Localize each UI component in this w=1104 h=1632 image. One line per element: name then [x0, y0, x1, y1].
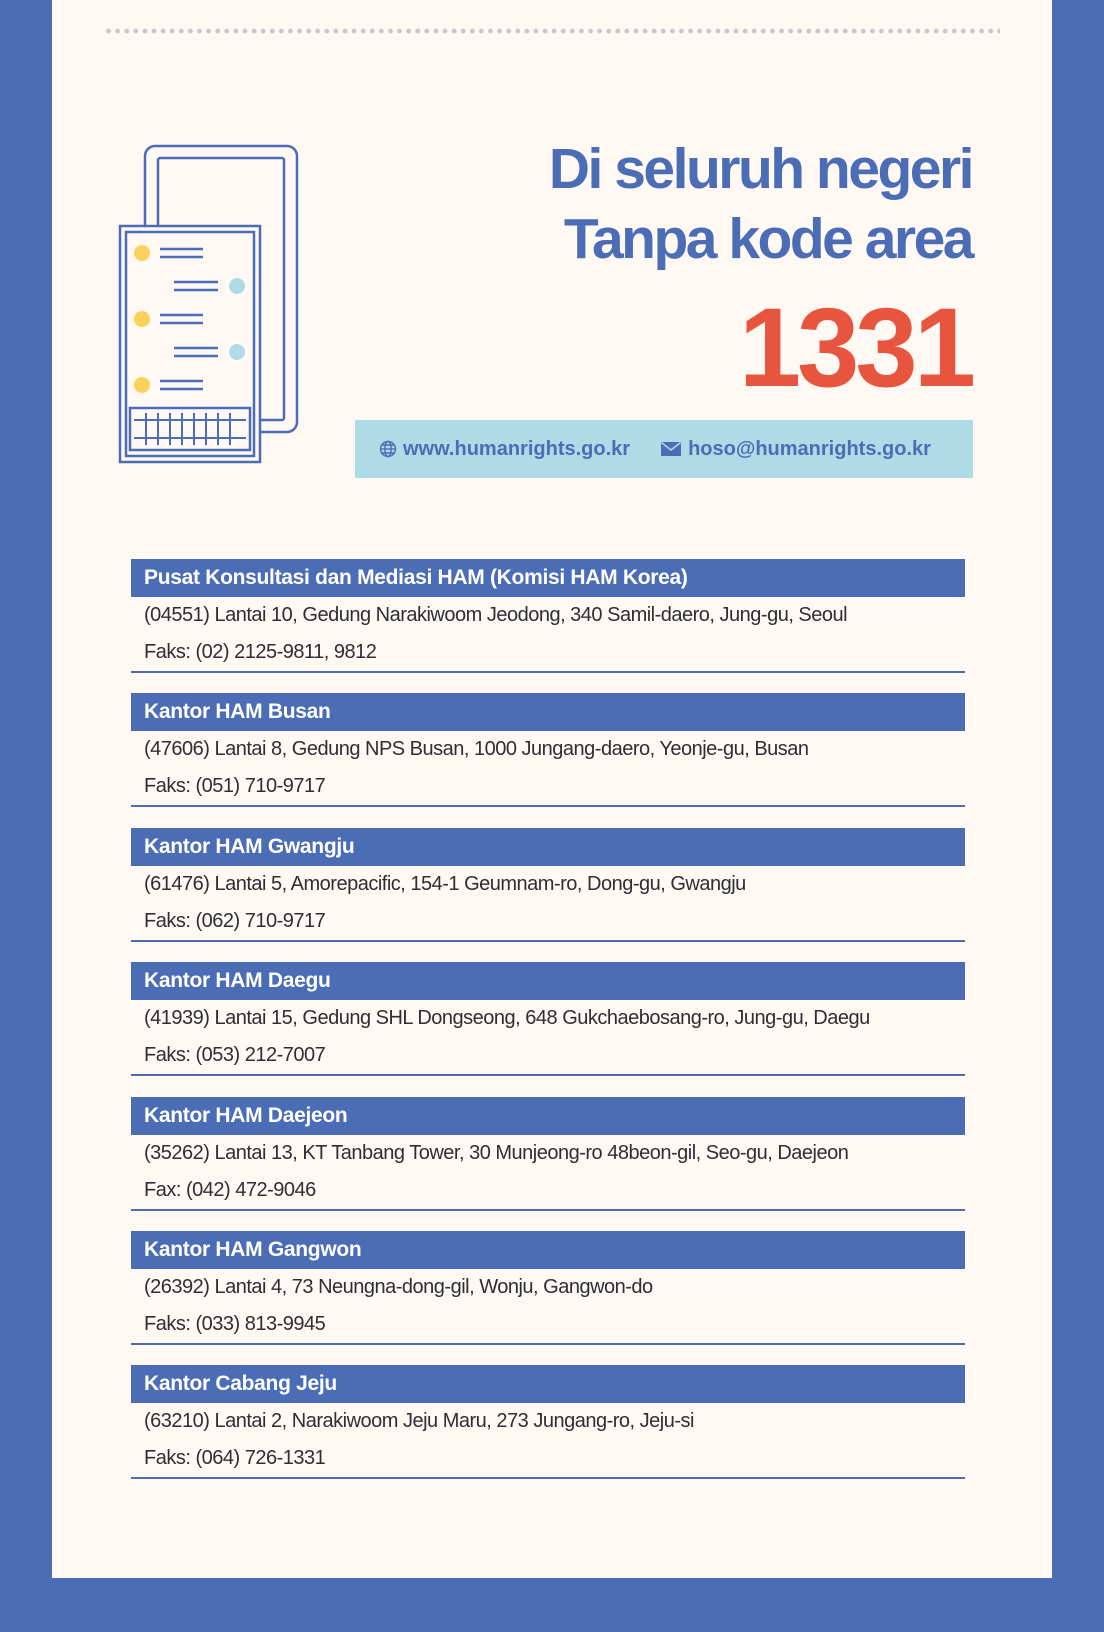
office-fax: Faks: (064) 726-1331 — [144, 1447, 326, 1470]
documents-illustration-icon — [118, 144, 300, 464]
headline — [549, 134, 972, 274]
office-divider — [131, 671, 965, 673]
office-divider — [131, 805, 965, 807]
office-name: Kantor HAM Gwangju — [131, 828, 965, 866]
envelope-icon — [660, 441, 682, 457]
office-divider — [131, 1477, 965, 1479]
office-fax: Faks: (02) 2125-9811, 9812 — [144, 641, 377, 663]
office-fax: Faks: (062) 710-9717 — [144, 909, 326, 932]
email-text: hoso@humanrights.go.kr — [688, 437, 931, 460]
office-name: Kantor HAM Daejeon — [131, 1097, 965, 1135]
office-name: Kantor HAM Gangwon — [131, 1231, 965, 1269]
office-divider — [131, 1074, 965, 1076]
office-name: Kantor HAM Busan — [131, 693, 965, 731]
office-address: (26392) Lantai 4, 73 Neungna-dong-gil, Wonju, Gangwon-do — [144, 1275, 653, 1298]
dotted-divider — [104, 28, 1000, 34]
website-link[interactable] — [379, 438, 630, 461]
office-name: Pusat Konsultasi dan Mediasi HAM (Komisi HAM Korea) — [131, 559, 965, 597]
office-divider — [131, 1209, 965, 1211]
office-address: (47606) Lantai 8, Gedung NPS Busan, 1000 Jungang-daero, Yeonje-gu, Busan — [144, 738, 809, 761]
office-item — [131, 1231, 965, 1365]
hotline-number: 1331 — [738, 285, 972, 410]
office-fax: Faks: (053) 212-7007 — [144, 1044, 326, 1067]
office-address: (63210) Lantai 2, Narakiwoom Jeju Maru, 273 Jungang-ro, Jeju-si — [144, 1410, 694, 1433]
office-item — [131, 962, 965, 1096]
email-link[interactable] — [660, 438, 931, 461]
website-text: www.humanrights.go.kr — [403, 437, 631, 460]
brochure-page — [52, 0, 1052, 1578]
office-item — [131, 828, 965, 962]
globe-icon — [379, 440, 397, 458]
headline-line-1: Di seluruh negeri — [548, 137, 972, 201]
office-address: (41939) Lantai 15, Gedung SHL Dongseong, 648 Gukchaebosang-ro, Jung-gu, Daegu — [144, 1007, 870, 1030]
contact-bar — [355, 420, 973, 478]
office-name: Kantor HAM Daegu — [131, 962, 965, 1000]
office-address: (61476) Lantai 5, Amorepacific, 154-1 Geumnam-ro, Dong-gu, Gwangju — [144, 872, 746, 895]
office-divider — [131, 940, 965, 942]
office-name: Kantor Cabang Jeju — [131, 1365, 965, 1403]
office-fax: Faks: (051) 710-9717 — [144, 775, 326, 798]
office-address: (35262) Lantai 13, KT Tanbang Tower, 30 Munjeong-ro 48beon-gil, Seo-gu, Daejeon — [144, 1141, 849, 1164]
office-item — [131, 559, 965, 693]
office-fax: Fax: (042) 472-9046 — [144, 1178, 316, 1201]
office-item — [131, 1365, 965, 1499]
office-item — [131, 693, 965, 827]
office-item — [131, 1097, 965, 1231]
office-list — [131, 559, 965, 1500]
office-address: (04551) Lantai 10, Gedung Narakiwoom Jeodong, 340 Samil-daero, Jung-gu, Seoul — [144, 604, 848, 626]
headline-line-2: Tanpa kode area — [563, 207, 972, 271]
office-fax: Faks: (033) 813-9945 — [144, 1312, 326, 1335]
office-divider — [131, 1343, 965, 1345]
